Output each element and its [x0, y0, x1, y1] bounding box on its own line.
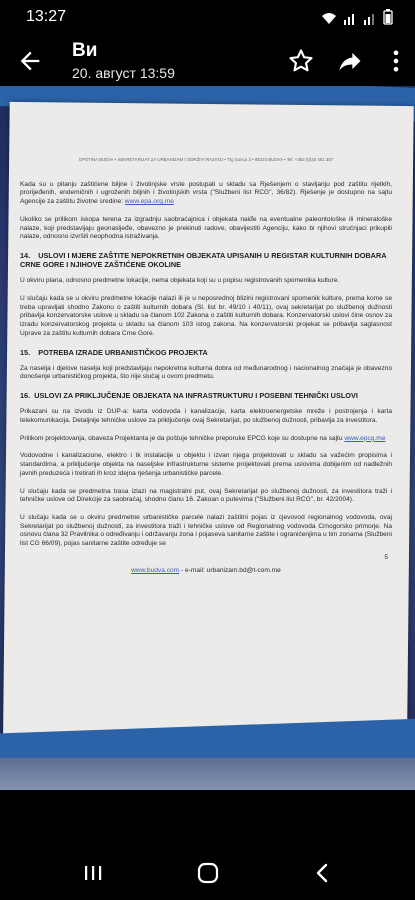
navigation-bar	[0, 846, 415, 900]
paragraph: U slučaju kada se u okviru predmetne urbanističke parcele nalazi zaštitni pojas iz cjevovod regionalnog vodovoda, ovaj Sekretarijat po službenoj dužnosti, za investitora traži i tehničke uslove od Regionalnog vodovoda Crnogorsko primorje. Na osnovu člana 32 Pravilnika o određivanju i održavanju zona i pojaseva sanitarne zaštite i ograničenjima u tim zonama (Službeni list CG 66/09), pojas sanitarne zaštite određuje se	[20, 513, 392, 548]
signal-2-icon	[363, 11, 377, 25]
status-bar	[0, 0, 415, 34]
footer-link: www.budva.com	[131, 566, 180, 574]
battery-icon	[383, 9, 393, 25]
system-icons	[321, 9, 393, 25]
link-epa: www.epa.org.me	[124, 198, 174, 206]
star-outline-icon[interactable]	[287, 47, 315, 75]
section-heading-14: 14. USLOVI I MJERE ZAŠTITE NEPOKRETNIH OBJEKATA UPISANIH U REGISTAR KULTURNIH DOBARA CRNE GORE I NJIHOVE ZAŠTIĆENE OKOLINE	[20, 250, 387, 270]
status-time: 13:27	[26, 8, 67, 25]
recent-apps-icon[interactable]	[78, 858, 108, 888]
document-text	[20, 156, 392, 575]
app-bar	[0, 34, 415, 86]
section-heading-16: 16. USLOVI ZA PRIKLJUČENJE OBJEKATA NA INFRASTRUKTURU I POSEBNI TEHNIČKI USLOVI	[20, 391, 358, 401]
chat-title: Ви	[72, 40, 98, 61]
page-number: 5	[384, 553, 388, 561]
paragraph: Prikazani su na izvodu iz DUP-a: karta vodovoda i kanalizacije, karta elektroenergetske mreže i postrojenja i karta telekomunikacija. Detaljnije tehničke uslove za priključenje ovaj Sekretarijat, po službenoj dužnosti, pribavlja za investitora.	[20, 408, 392, 425]
message-date: 20. август 13:59	[72, 65, 175, 81]
paragraph: U slučaju kada se predmetna trasa izlazi na magistralni put, ovaj Sekretarijat po službenoj dužnosti, za investitora traži i tehničke uslove od Direkcije za saobraćaj, shodno članu 16. Zakoan o putevima ("Službeni list RCG", br. 42/2004).	[20, 487, 392, 504]
document-footer	[20, 567, 392, 576]
paragraph: U okviru plana, odnosno predmetne lokacije, nema objekata koji su u popisu registrovanih spomenika kulture.	[20, 277, 340, 285]
back-nav-icon[interactable]	[308, 858, 338, 888]
home-icon[interactable]	[193, 858, 223, 888]
paragraph: Za naselja i djelove naselja koji predstavljaju nepokretna kulturna dobra od međunarodnog i nacionalnog značaja je obavezno donošenje urbanističkog projekta, što nije slučaj u ovom predmetu.	[20, 364, 392, 381]
wifi-icon	[321, 11, 337, 25]
back-arrow-icon[interactable]	[16, 47, 44, 75]
image-viewer[interactable]	[0, 86, 415, 790]
footer-email: - e-mail: urbanizam.bd@t-com.me	[181, 566, 281, 574]
more-vert-icon[interactable]	[382, 47, 410, 75]
paragraph: Prilikom projektovanja, obaveza Projektanta je da poštuje tehničke preporuke EPCG koje su dostupne na sajtu www.epcg.me	[20, 434, 386, 442]
paragraph: Ukoliko se prilikom iskopa terena za izgradnju saobraćajnica i objekata naiđe na eventualne paleontološke ili mineraloške nalaze, koji predstavljaju geonasljeđe, obavezno je prekinuti radove, obavijestiti Agenciju, kako bi njihovi stručnjaci prikupili nalaze, odnosno izvršili neophodna istraživanja.	[20, 215, 392, 241]
paragraph: Kada su u pitanju zaštićene biljne i životinjske vrste postupati u skladu sa Rješenjem o stavljanju pod zaštitu rijetkih, prorijeđenih, endemičnih i ugroženih biljnih i životinjskih vrsta ("Službeni list RCG", 36/82). Rješenje je dostupno na sajtu Agencije za zaštitu životne sredine: www.epa.org.me	[20, 180, 392, 206]
document-header: OPŠTINA BUDVA • SEKRETARIJAT ZA URBANIZAM I ODRŽIVI RAZVOJ • Trg Sunca 3 • 85310 BUDVA • Tel: +382 (0)33 451 387	[78, 157, 334, 162]
paragraph: Vodovodne i kanalizacione, elektro i tk instalacije u objektu i izvan njega projektovati u skladu sa važećim propisima i standardima, a priključenje objekta na naseljske infrastrukturne sisteme projektovati prema uslovima dobijenim od nadležnih javnih preduzeća i tretirati ih kroz idejna rješenja urbanističke parcele.	[20, 452, 392, 477]
share-icon[interactable]	[336, 47, 364, 75]
section-heading-15: 15. POTREBA IZRADE URBANISTIČKOG PROJEKTA	[20, 347, 208, 357]
paragraph: U slučaju kada se u okviru predmetne lokacije nalazi ili je u neposrednoj blizini registrovani spomenik kulture, prema kome se treba upravljati shodno Zakonu o zaštiti kulturnih dobara (Sl. list br. 49/10 i 40/11), ovaj sekretarijat po službenoj dužnosti pribavlja konzervatorske uslove u skladu sa članom 102 Zakona o zaštiti kulturnih dobara. Konzervatorski uslovi čine osnov za izradu konzervatorskog projekta u skladu sa članom 103 istog zakona. Na konzervatorski projekat se pribavlja saglasnost Uprave za zaštitu kulturnih dobara Crne Gore.	[20, 295, 392, 337]
photo-background-bottom	[0, 758, 415, 790]
signal-icon	[343, 11, 357, 25]
link-epcg: www.epcg.me	[344, 434, 386, 442]
